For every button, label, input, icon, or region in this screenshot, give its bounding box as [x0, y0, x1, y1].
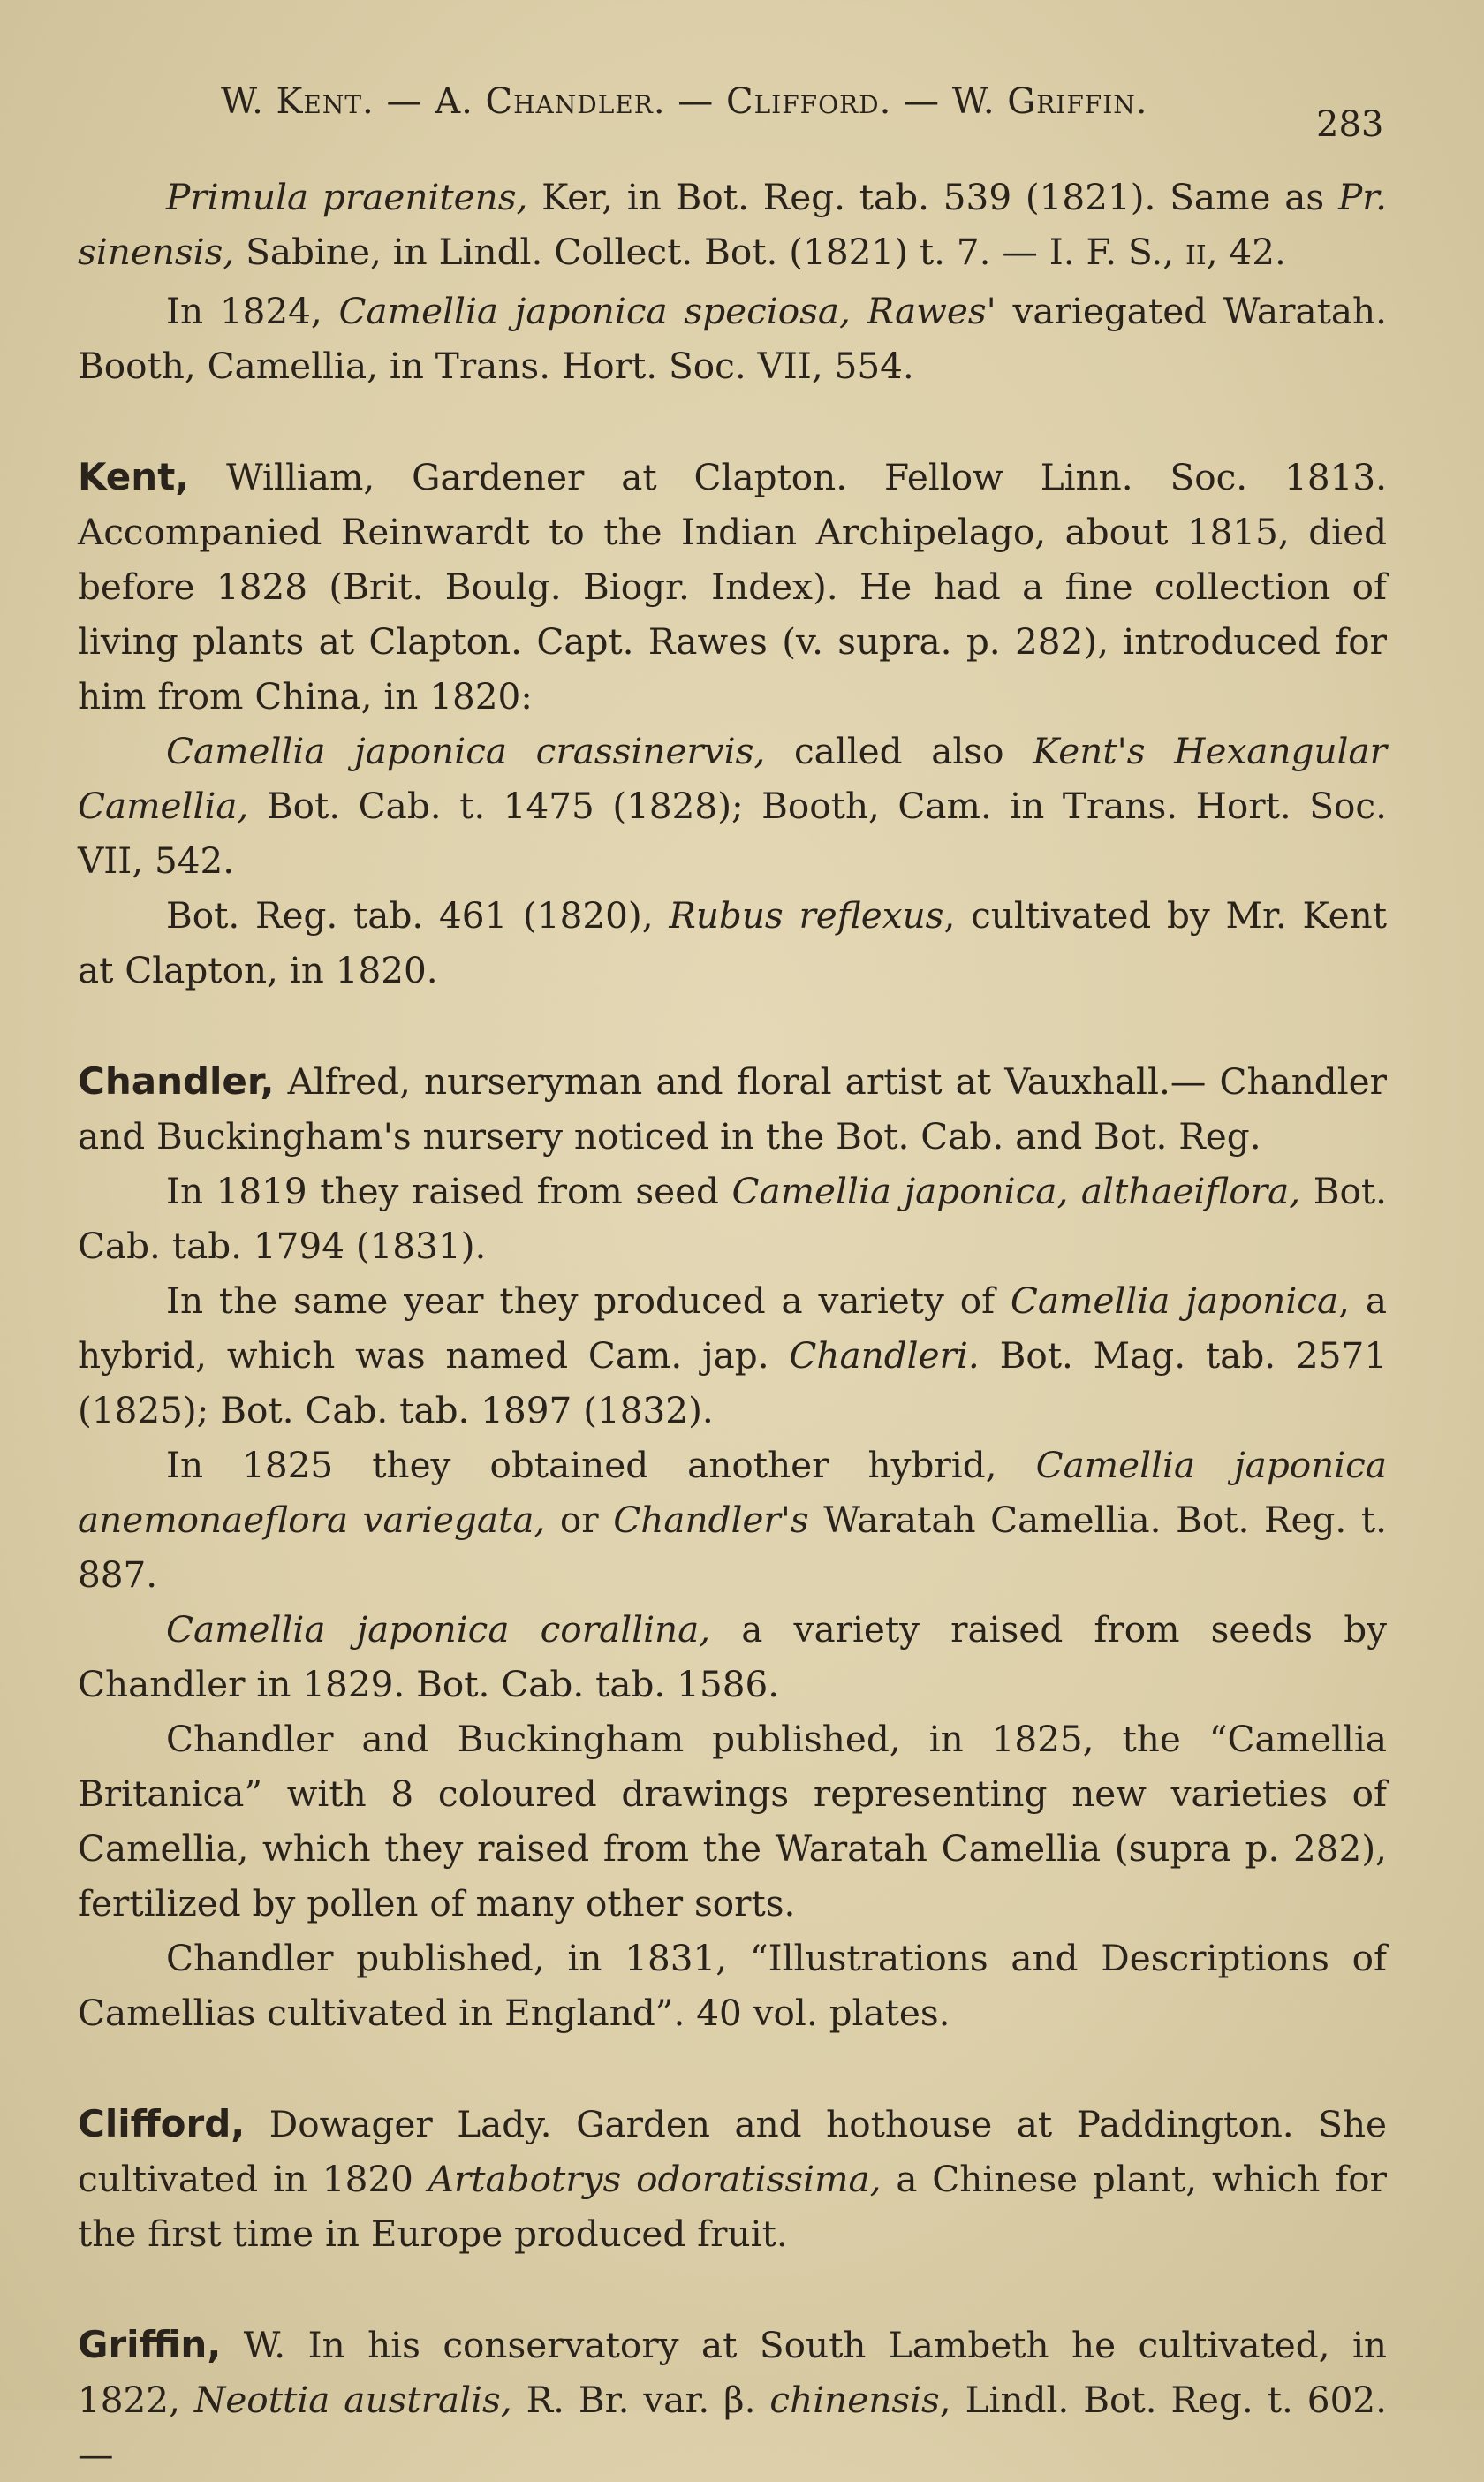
species-name: Primula praenitens, [166, 176, 528, 218]
text-run: Bot. Mag. tab. 2571 (1825); Bot. Cab. tab. 1897 (1832). [78, 1334, 1388, 1431]
text-run: , cultivated by Mr. Kent at Clapton, in 1820. [78, 894, 1387, 991]
species-name: Kent's Hexangular Camellia, [78, 730, 1388, 827]
text-run: or [545, 1499, 614, 1541]
text-run: Dowager Lady. Garden and hothouse at Paddington. She cultivated in 1820 [78, 2103, 1387, 2200]
entry-name-clifford: Clifford, [78, 2102, 246, 2145]
text-run: Ker, in Bot. Reg. tab. 539 (1821). Same as [527, 176, 1338, 218]
text-run: In the same year they produced a variety of [166, 1279, 1011, 1322]
species-name: Camellia japonica speciosa, Rawes [338, 290, 987, 332]
page-text [78, 170, 1387, 2482]
entry-name-chandler: Chandler, [78, 1059, 275, 1103]
species-name: Camellia japonica anemonaeflora variegata, [78, 1444, 1388, 1541]
text-run: Bot. Cab. t. 1475 (1828); Booth, Cam. in Trans. Hort. Soc. VII, 542. [78, 785, 1387, 882]
text-run: Bot. Cab. tab. 1794 (1831). [78, 1170, 1387, 1267]
species-name: Camellia japonica corallina, [166, 1608, 711, 1651]
text-run: Waratah Camellia. Bot. Reg. t. 887. [78, 1499, 1387, 1596]
text-run: Bot. Reg. tab. 461 (1820), [166, 894, 670, 937]
page-number: 283 [1316, 104, 1384, 145]
species-name: Pr. sinensis, [78, 176, 1387, 273]
text-run: W. In his conservatory at South Lambeth he cultivated, in 1822, [78, 2324, 1387, 2421]
kent-entry [78, 450, 1387, 724]
text-run: In 1819 they raised from seed [166, 1170, 732, 1212]
roman-numeral: II [1185, 240, 1207, 271]
kent-paragraph-3 [78, 888, 1387, 998]
species-name: Camellia japonica, althaeiflora, [731, 1170, 1301, 1212]
griffin-entry [78, 2318, 1387, 2482]
chandler-paragraph-4 [78, 1438, 1387, 1602]
text-run: ' variegated Waratah. Booth, Camellia, in Trans. Hort. Soc. VII, 554. [78, 290, 1387, 387]
chandler-paragraph-3 [78, 1273, 1387, 1438]
species-name: Chandleri. [789, 1334, 980, 1377]
entry-name-griffin: Griffin, [78, 2323, 222, 2366]
running-head: W. Kent. — A. Chandler. — Clifford. — W. Griffin. [221, 81, 1148, 122]
species-name: chinensis [769, 2379, 940, 2421]
species-name: Artabotrys odoratissima, [428, 2158, 882, 2200]
text-run: , a hybrid, which was named Cam. jap. [78, 1279, 1387, 1377]
species-name: Rubus reflexus [669, 894, 944, 937]
text-run: In 1824, [166, 290, 339, 332]
chandler-paragraph-5 [78, 1602, 1387, 1712]
text-run: R. Br. var. β. [511, 2379, 770, 2421]
text-run: a Chinese plant, which for the first time in Europe produced fruit. [78, 2158, 1387, 2255]
text-run: , 42. [1206, 231, 1286, 273]
chandler-paragraph-6: Chandler and Buckingham published, in 1825, the “Camellia Britanica” with 8 coloured drawings representing new varieties of Camellia, which they raised from the Waratah Camellia (supra p. 282), fertilized by pollen of many other sorts. [78, 1718, 1387, 1924]
entry-name-kent: Kent, [78, 455, 190, 498]
text-run: a variety raised from seeds by Chandler in 1829. Bot. Cab. tab. 1586. [78, 1608, 1388, 1705]
text-run: Sabine, in Lindl. Collect. Bot. (1821) t. 7. — I. F. S., [234, 231, 1185, 273]
clifford-entry [78, 2097, 1387, 2261]
chandler-paragraph-2 [78, 1164, 1387, 1273]
species-name: Neottia australis, [193, 2379, 512, 2421]
text-run: , Lindl. Bot. Reg. t. 602.— [78, 2379, 1387, 2476]
chandler-paragraph-7: Chandler published, in 1831, “Illustrations and Descriptions of Camellias cultivated in England”. 40 vol. plates. [78, 1937, 1387, 2034]
text-run: In 1825 they obtained another hybrid, [166, 1444, 1036, 1486]
species-name: Camellia japonica crassinervis, [166, 730, 766, 772]
species-name: Chandler's [613, 1499, 809, 1541]
kent-paragraph-2 [78, 724, 1387, 888]
chandler-entry [78, 1054, 1387, 1164]
primula-paragraph [78, 170, 1387, 284]
text-run: William, Gardener at Clapton. Fellow Linn. Soc. 1813. Accompanied Reinwardt to the Indian Archipelago, about 1815, died before 1828 (Brit. Boulg. Biogr. Index). He had a fine collection of living plants at Clapton. Capt. Rawes (v. supra. p. 282), introduced for him from China, in 1820: [78, 456, 1387, 717]
text-run: Alfred, nurseryman and floral artist at Vauxhall.— Chandler and Buckingham's nursery noticed in the Bot. Cab. and Bot. Reg. [78, 1060, 1387, 1158]
text-run: called also [765, 730, 1034, 772]
species-name: Camellia japonica [1010, 1279, 1339, 1322]
camellia-speciosa-paragraph [78, 284, 1387, 393]
